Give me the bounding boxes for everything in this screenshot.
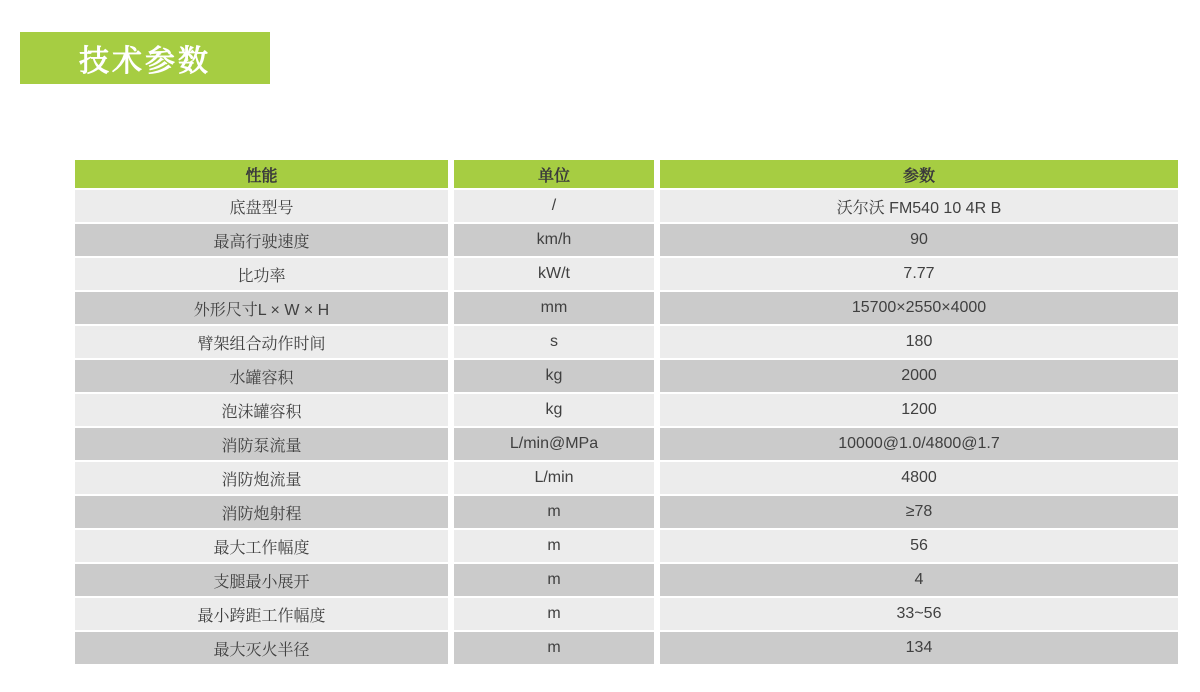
cell-performance: 最大工作幅度 bbox=[75, 530, 448, 562]
table-row bbox=[75, 292, 1178, 324]
cell-performance: 泡沫罐容积 bbox=[75, 394, 448, 426]
cell-parameter: 7.77 bbox=[660, 258, 1178, 290]
cell-unit: s bbox=[454, 326, 654, 358]
cell-performance: 外形尺寸L × W × H bbox=[75, 292, 448, 324]
cell-unit: kg bbox=[454, 394, 654, 426]
cell-unit: m bbox=[454, 530, 654, 562]
cell-parameter: 134 bbox=[660, 632, 1178, 664]
table-row bbox=[75, 530, 1178, 562]
table-row bbox=[75, 428, 1178, 460]
table-row bbox=[75, 394, 1178, 426]
cell-parameter: 1200 bbox=[660, 394, 1178, 426]
cell-parameter: 沃尔沃 FM540 10 4R B bbox=[660, 190, 1178, 222]
cell-parameter: 180 bbox=[660, 326, 1178, 358]
cell-unit: m bbox=[454, 632, 654, 664]
table-row bbox=[75, 564, 1178, 596]
cell-unit: L/min@MPa bbox=[454, 428, 654, 460]
cell-parameter: 4 bbox=[660, 564, 1178, 596]
cell-parameter: 15700×2550×4000 bbox=[660, 292, 1178, 324]
table-row bbox=[75, 360, 1178, 392]
cell-performance: 消防炮射程 bbox=[75, 496, 448, 528]
cell-parameter: ≥78 bbox=[660, 496, 1178, 528]
cell-unit: kg bbox=[454, 360, 654, 392]
cell-performance: 臂架组合动作时间 bbox=[75, 326, 448, 358]
header-cell-unit: 单位 bbox=[454, 160, 654, 188]
cell-parameter: 90 bbox=[660, 224, 1178, 256]
cell-performance: 底盘型号 bbox=[75, 190, 448, 222]
table-row bbox=[75, 462, 1178, 494]
cell-unit: L/min bbox=[454, 462, 654, 494]
page-title: 技术参数 bbox=[20, 32, 270, 84]
cell-unit: m bbox=[454, 496, 654, 528]
table-row bbox=[75, 326, 1178, 358]
cell-performance: 最大灭火半径 bbox=[75, 632, 448, 664]
cell-performance: 最高行驶速度 bbox=[75, 224, 448, 256]
cell-unit: kW/t bbox=[454, 258, 654, 290]
header-cell-performance: 性能 bbox=[75, 160, 448, 188]
table-row bbox=[75, 632, 1178, 664]
cell-parameter: 4800 bbox=[660, 462, 1178, 494]
cell-parameter: 33~56 bbox=[660, 598, 1178, 630]
cell-unit: / bbox=[454, 190, 654, 222]
cell-unit: mm bbox=[454, 292, 654, 324]
cell-performance: 消防泵流量 bbox=[75, 428, 448, 460]
table-row bbox=[75, 224, 1178, 256]
cell-performance: 最小跨距工作幅度 bbox=[75, 598, 448, 630]
table-row bbox=[75, 496, 1178, 528]
cell-performance: 支腿最小展开 bbox=[75, 564, 448, 596]
cell-performance: 比功率 bbox=[75, 258, 448, 290]
table-header-row bbox=[75, 160, 1178, 188]
header-cell-parameter: 参数 bbox=[660, 160, 1178, 188]
cell-parameter: 2000 bbox=[660, 360, 1178, 392]
spec-table bbox=[75, 160, 1178, 664]
cell-performance: 水罐容积 bbox=[75, 360, 448, 392]
cell-unit: m bbox=[454, 564, 654, 596]
table-row bbox=[75, 258, 1178, 290]
cell-unit: m bbox=[454, 598, 654, 630]
cell-unit: km/h bbox=[454, 224, 654, 256]
cell-parameter: 10000@1.0/4800@1.7 bbox=[660, 428, 1178, 460]
table-row bbox=[75, 190, 1178, 222]
cell-parameter: 56 bbox=[660, 530, 1178, 562]
cell-performance: 消防炮流量 bbox=[75, 462, 448, 494]
table-row bbox=[75, 598, 1178, 630]
table-body bbox=[75, 190, 1178, 664]
